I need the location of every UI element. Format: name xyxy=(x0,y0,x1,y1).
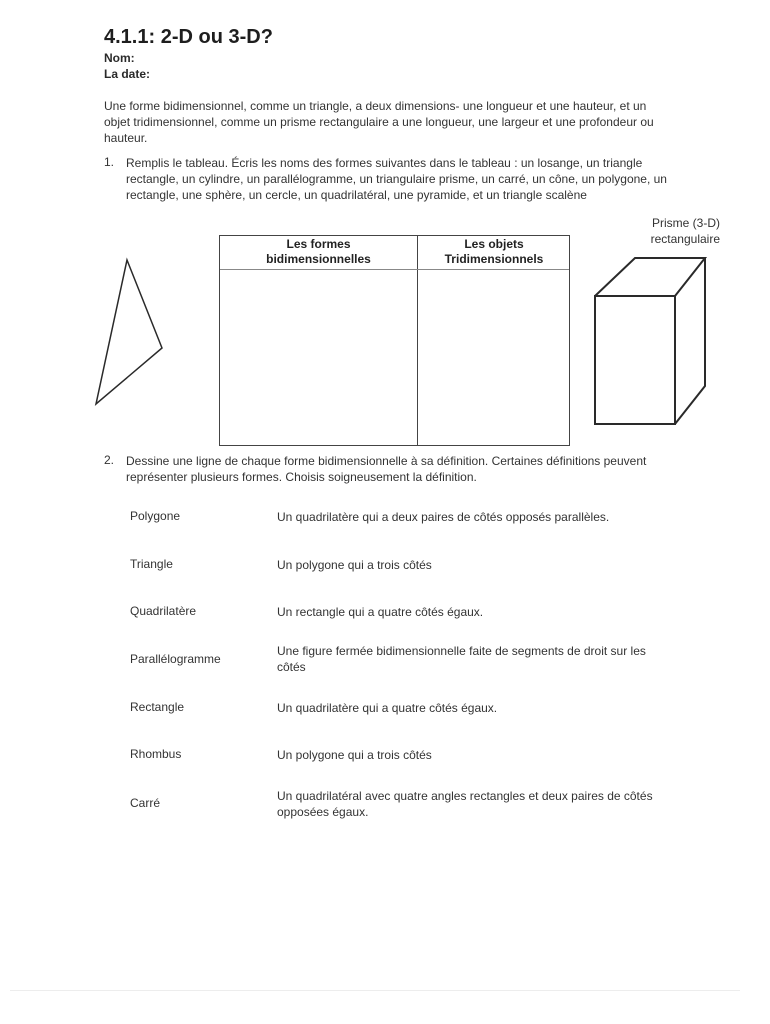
prism-label-line2: rectangulaire xyxy=(650,232,720,246)
scan-edge-line xyxy=(10,990,740,991)
question-1-number: 1. xyxy=(104,155,115,169)
term-rhombus: Rhombus xyxy=(130,747,182,761)
table-header-2d xyxy=(220,237,417,267)
prism-drawing xyxy=(590,252,715,432)
triangle-drawing xyxy=(90,252,170,412)
term-carre: Carré xyxy=(130,796,161,810)
definition-3: Un rectangle qui a quatre côtés égaux. xyxy=(277,605,484,619)
table-header-3d-line1: Les objets xyxy=(464,237,524,251)
question-1-text: Remplis le tableau. Écris les noms des formes suivantes dans le tableau : un losange, un triangle rectangle, un cylindre, un parallélogramme, un triangulaire prisme, un carré, un cône, un polygone, un rectangle, une sphère, un cercle, un quadrilatéral, une pyramide, et un triangle scalène xyxy=(126,156,667,202)
prism-shape xyxy=(595,258,705,424)
prism-label-line1: Prisme (3-D) xyxy=(652,216,720,230)
table-header-2d-line1: Les formes xyxy=(286,237,351,251)
term-quadrilatere: Quadrilatère xyxy=(130,604,197,618)
shapes-table xyxy=(219,235,570,446)
table-column-divider xyxy=(417,236,418,445)
table-header-3d-line2: Tridimensionnels xyxy=(444,252,544,266)
definition-6: Un polygone qui a trois côtés xyxy=(277,748,432,762)
definition-5: Un quadrilatère qui a quatre côtés égaux. xyxy=(277,701,498,715)
definition-1: Un quadrilatère qui a deux paires de côtés opposés parallèles. xyxy=(277,510,610,524)
intro-paragraph: Une forme bidimensionnel, comme un triangle, a deux dimensions- une longueur et une hauteur, et un objet tridimensionnel, comme un prisme rectangulaire a une longueur, une largeur et une profondeur ou hauteur. xyxy=(104,99,654,145)
name-label: Nom: xyxy=(104,51,135,65)
question-2-text: Dessine une ligne de chaque forme bidimensionnelle à sa définition. Certaines définitions peuvent représenter plusieurs formes. Choisis soigneusement la définition. xyxy=(126,454,647,484)
question-2-number: 2. xyxy=(104,453,115,467)
term-triangle: Triangle xyxy=(130,557,173,571)
term-polygone: Polygone xyxy=(130,509,181,523)
table-header-2d-line2: bidimensionnelles xyxy=(266,252,371,266)
page-title: 4.1.1: 2-D ou 3-D? xyxy=(104,26,273,48)
definition-4: Une figure fermée bidimensionnelle faite de segments de droit sur les côtés xyxy=(277,644,646,674)
triangle-shape xyxy=(96,260,162,404)
table-header-3d xyxy=(418,237,570,267)
table-header-divider xyxy=(220,269,569,270)
date-label: La date: xyxy=(104,67,151,81)
term-rectangle: Rectangle xyxy=(130,700,185,714)
prism-label xyxy=(620,215,720,247)
definition-7: Un quadrilatéral avec quatre angles rectangles et deux paires de côtés opposées égaux. xyxy=(277,789,653,819)
term-parallelogramme: Parallélogramme xyxy=(130,652,221,666)
definition-2: Un polygone qui a trois côtés xyxy=(277,558,432,572)
